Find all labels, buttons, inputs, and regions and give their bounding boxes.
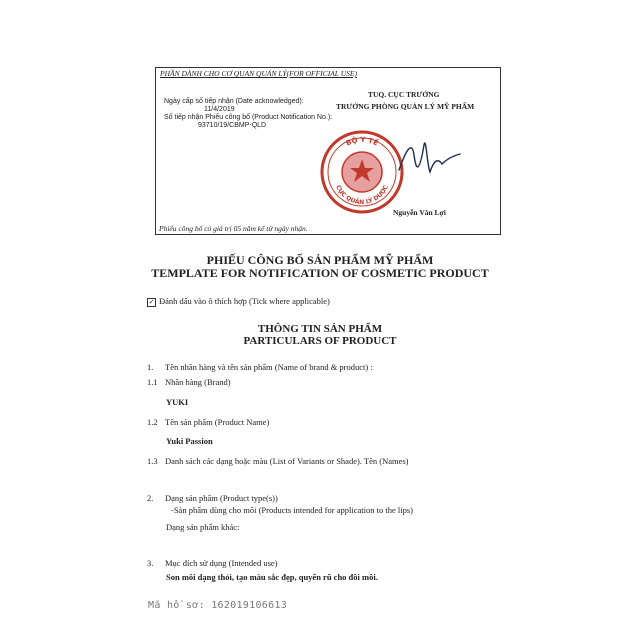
item-1-3 — [147, 456, 409, 466]
section-title-en: PARTICULARS OF PRODUCT — [243, 335, 397, 347]
item-label: Nhãn hàng (Brand) — [165, 377, 231, 387]
checkbox-checked-icon: ✓ — [148, 297, 155, 306]
tick-note-text: Đánh dấu vào ô thích hợp (Tick where applicable) — [159, 296, 330, 306]
item-number: 3. — [147, 558, 154, 568]
item-number: 2. — [147, 493, 154, 503]
item-label: Danh sách các dạng hoặc màu (List of Variants or Shade). Tên (Names) — [165, 456, 409, 466]
record-code: Mã hồ sơ: 162019106613 — [148, 600, 288, 611]
item-label: Tên nhãn hàng và tên sản phẩm (Name of brand & product) : — [165, 362, 373, 372]
item-1-2 — [147, 417, 269, 427]
tick-note — [147, 296, 330, 307]
signature-icon — [394, 130, 464, 190]
item-3 — [147, 558, 277, 568]
item-label: Mục đích sử dụng (Intended use) — [165, 558, 278, 568]
official-seal-icon — [320, 130, 404, 214]
svg-text:CỤC QUẢN LÝ DƯỢC: CỤC QUẢN LÝ DƯỢC — [334, 184, 390, 207]
item-1-1 — [147, 377, 231, 387]
other-product-type: Dạng sản phẩm khác: — [166, 522, 240, 532]
item-label: Dạng sản phẩm (Product type(s)) — [165, 493, 278, 503]
document-title-en: TEMPLATE FOR NOTIFICATION OF COSMETIC PRODUCT — [151, 266, 489, 280]
notification-number-label: Số tiếp nhận Phiếu công bố (Product Notification No.): — [164, 114, 333, 121]
signatory-title-2: TRƯỞNG PHÒNG QUẢN LÝ MỸ PHẨM — [336, 102, 475, 111]
section-title-vn: THÔNG TIN SẢN PHẨM — [257, 323, 383, 335]
item-1 — [147, 362, 373, 372]
official-header: PHẦN DÀNH CHO CƠ QUAN QUẢN LÝ(FOR OFFICIAL USE) — [160, 69, 357, 78]
notification-number-value: 93710/19/CBMP-QLD — [198, 122, 267, 129]
product-type-lips: -Sản phẩm dùng cho môi (Products intended for application to the lips) — [171, 505, 413, 515]
item-number: 1.2 — [147, 417, 158, 427]
date-acknowledged-label: Ngày cấp số tiếp nhận (Date acknowledged): — [164, 98, 304, 105]
item-number: 1.1 — [147, 377, 158, 387]
validity-note: Phiếu công bố có giá trị 05 năm kể từ ngày nhận. — [159, 224, 308, 233]
intended-use-value: Son môi dạng thỏi, tạo màu sắc đẹp, quyến rũ cho đôi môi. — [166, 572, 378, 582]
official-use-box — [155, 67, 501, 235]
item-number: 1. — [147, 362, 154, 372]
item-number: 1.3 — [147, 456, 158, 466]
svg-text:BỘ Y TẾ: BỘ Y TẾ — [344, 135, 380, 148]
item-label: Tên sản phẩm (Product Name) — [165, 417, 270, 427]
signer-name: Nguyễn Văn Lợi — [393, 208, 446, 217]
item-2 — [147, 493, 278, 503]
product-name-value: Yuki Passion — [166, 436, 213, 446]
document-title-vn: PHIẾU CÔNG BỐ SẢN PHẨM MỸ PHẨM — [206, 253, 434, 267]
date-acknowledged-value: 11/4/2019 — [204, 106, 235, 113]
brand-value: YUKI — [166, 397, 189, 407]
signatory-title-1: TUQ. CỤC TRƯỞNG — [368, 90, 440, 99]
